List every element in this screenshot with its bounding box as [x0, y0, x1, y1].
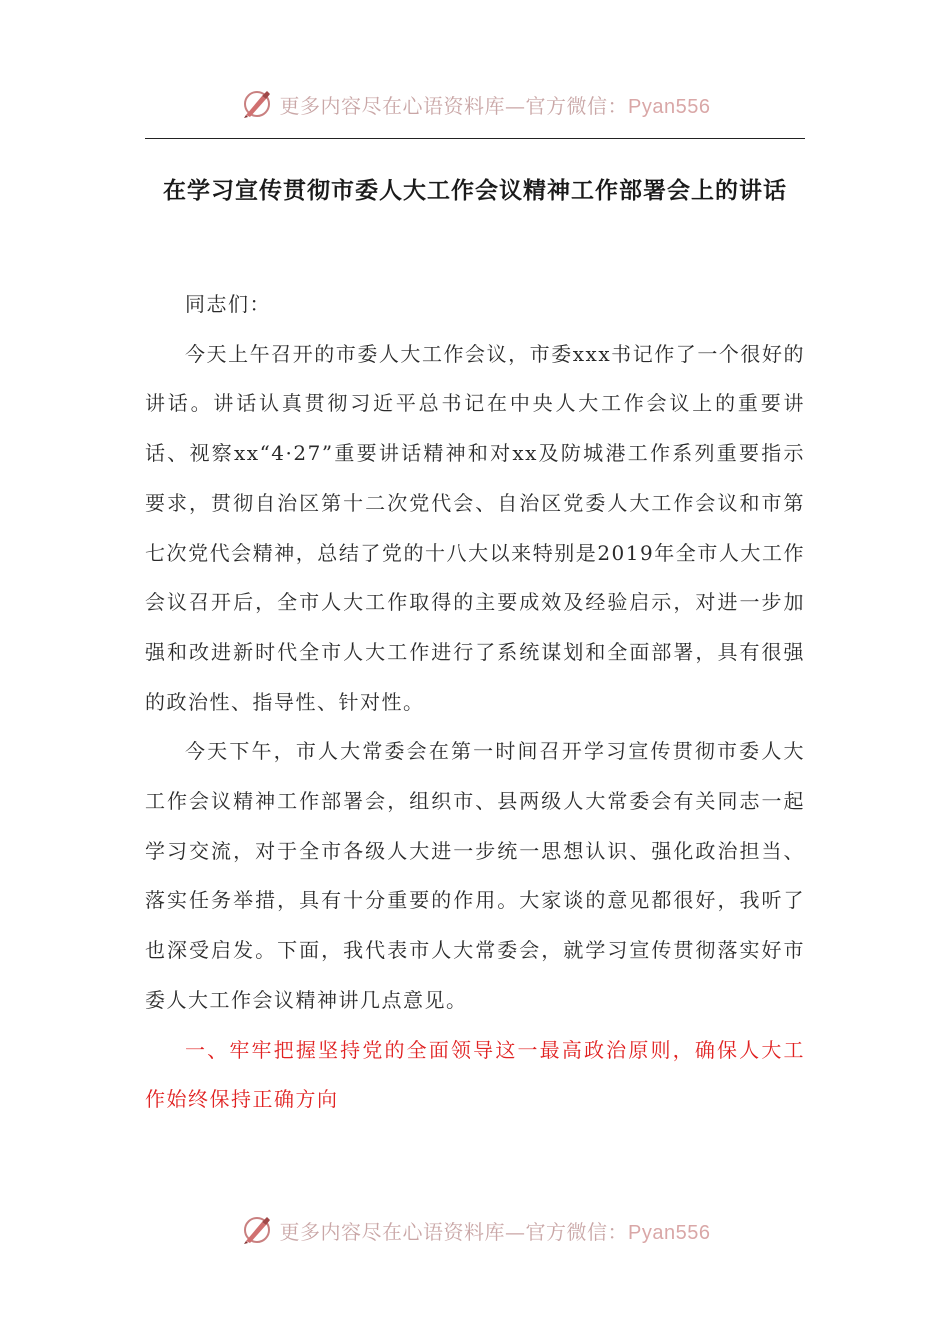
watermark-prefix: 更多内容尽在心语资料库—官方微信： [279, 1219, 629, 1244]
watermark-text [280, 90, 711, 119]
header-rule [145, 138, 805, 139]
watermark-prefix: 更多内容尽在心语资料库—官方微信： [279, 93, 629, 118]
section-heading: 一、牢牢把握坚持党的全面领导这一最高政治原则，确保人大工作始终保持正确方向 [145, 1037, 805, 1112]
footer-watermark [0, 1210, 950, 1250]
watermark-wechat-id: Pyan556 [628, 1221, 711, 1244]
salutation: 同志们： [185, 292, 271, 316]
watermark-text [280, 1216, 711, 1245]
header-watermark [0, 84, 950, 124]
body-paragraph: 今天下午，市人大常委会在第一时间召开学习宣传贯彻市委人大工作会议精神工作部署会，组织市、县两级人大常委会有关同志一起学习交流，对于全市各级人大进一步统一思想认识、强化政治担当、落实任务举措，具有十分重要的作用。大家谈的意见都很好，我听了也深受启发。下面，我代表市人大常委会，就学习宣传贯彻落实好市委人大工作会议精神讲几点意见。 [145, 739, 805, 1012]
pen-nib-icon [240, 1213, 274, 1247]
pen-nib-icon [240, 87, 274, 121]
document-title: 在学习宣传贯彻市委人大工作会议精神工作部署会上的讲话 [163, 178, 787, 204]
watermark-wechat-id: Pyan556 [628, 95, 711, 118]
document-body [145, 280, 805, 1125]
body-paragraph: 今天上午召开的市委人大工作会议，市委xxx书记作了一个很好的讲话。讲话认真贯彻习近平总书记在中央人大工作会议上的重要讲话、视察xx“4·27”重要讲话精神和对xx及防城港工作系列重要指示要求，贯彻自治区第十二次党代会、自治区党委人大工作会议和市第七次党代会精神，总结了党的十八大以来特别是2019年全市人大工作会议召开后，全市人大工作取得的主要成效及经验启示，对进一步加强和改进新时代全市人大工作进行了系统谋划和全面部署，具有很强的政治性、指导性、针对性。 [145, 341, 805, 714]
